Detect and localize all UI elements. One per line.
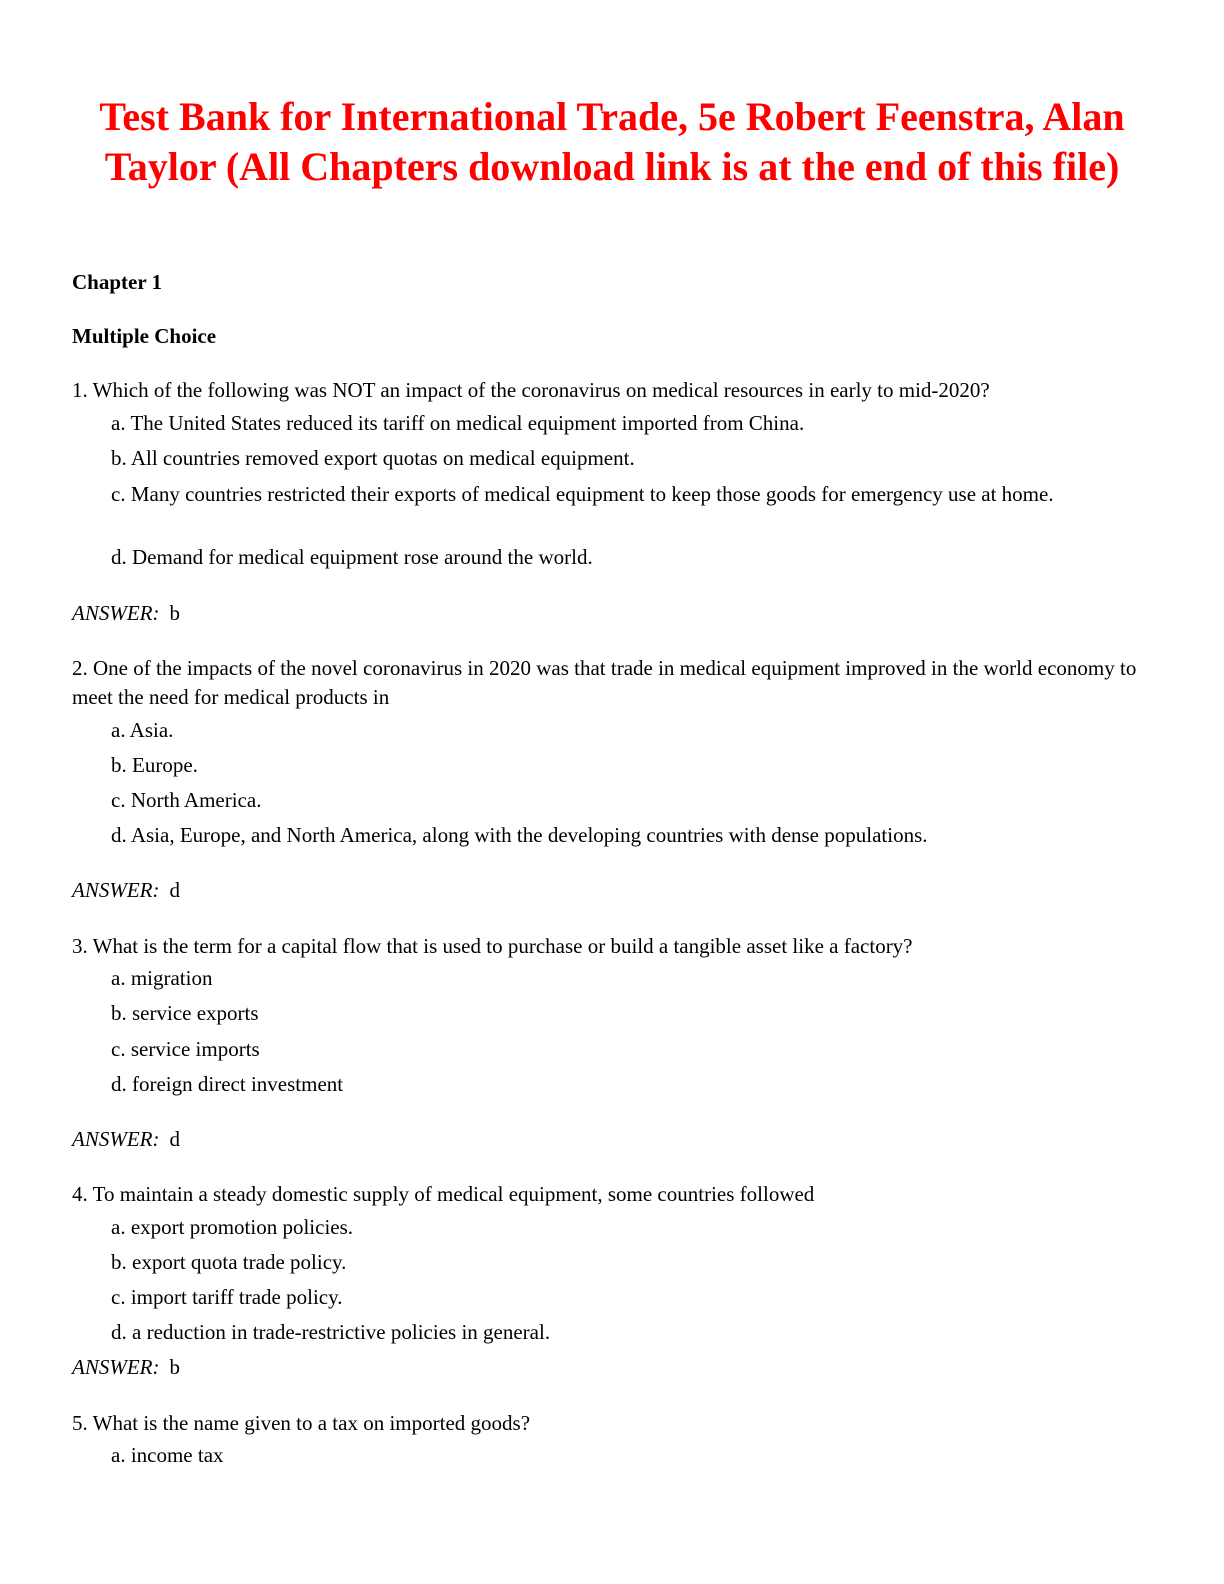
question-4-option-b: b. export quota trade policy. [111,1250,347,1274]
chapter-heading: Chapter 1 [72,270,163,294]
question-5-stem: 5. What is the name given to a tax on imported goods? [72,1411,531,1435]
question-2-option-c: c. North America. [111,788,262,812]
answer-value: b [169,1355,180,1379]
answer-label: ANSWER: [72,878,160,902]
answer-label: ANSWER: [72,1127,160,1151]
question-1-option-a: a. The United States reduced its tariff on medical equipment imported from China. [111,411,805,435]
answer-value: d [169,1127,180,1151]
question-2-answer [72,877,180,903]
question-3-option-a: a. migration [111,966,213,990]
question-1-answer [72,600,180,626]
answer-value: b [169,601,180,625]
answer-label: ANSWER: [72,1355,160,1379]
question-1-option-c: c. Many countries restricted their exports of medical equipment to keep those goods for emergency use at home. [111,482,1054,506]
question-2-stem: 2. One of the impacts of the novel coronavirus in 2020 was that trade in medical equipment improved in the world economy to meet the need for medical products in [72,656,1137,709]
question-1-option-b: b. All countries removed export quotas on medical equipment. [111,446,635,470]
section-heading: Multiple Choice [72,324,217,348]
question-1-stem: 1. Which of the following was NOT an impact of the coronavirus on medical resources in early to mid-2020? [72,378,990,402]
question-3-answer [72,1126,180,1152]
question-3-option-c: c. service imports [111,1037,260,1061]
document-title: Test Bank for International Trade, 5e Robert Feenstra, Alan Taylor (All Chapters download link is at the end of this file) [99,94,1125,189]
question-4-answer [72,1354,180,1380]
question-4-option-a: a. export promotion policies. [111,1215,354,1239]
question-2-option-b: b. Europe. [111,753,198,777]
question-2-option-a: a. Asia. [111,718,174,742]
question-1-option-d: d. Demand for medical equipment rose around the world. [111,545,593,569]
answer-value: d [169,878,180,902]
question-4-option-c: c. import tariff trade policy. [111,1285,343,1309]
question-2-option-d: d. Asia, Europe, and North America, along with the developing countries with dense populations. [111,823,928,847]
question-3-option-b: b. service exports [111,1001,259,1025]
answer-label: ANSWER: [72,601,160,625]
question-5-option-a: a. income tax [111,1443,224,1467]
question-3-option-d: d. foreign direct investment [111,1072,344,1096]
question-3-stem: 3. What is the term for a capital flow that is used to purchase or build a tangible asset like a factory? [72,934,913,958]
question-4-stem: 4. To maintain a steady domestic supply of medical equipment, some countries followed [72,1182,815,1206]
question-4-option-d: d. a reduction in trade-restrictive policies in general. [111,1320,551,1344]
